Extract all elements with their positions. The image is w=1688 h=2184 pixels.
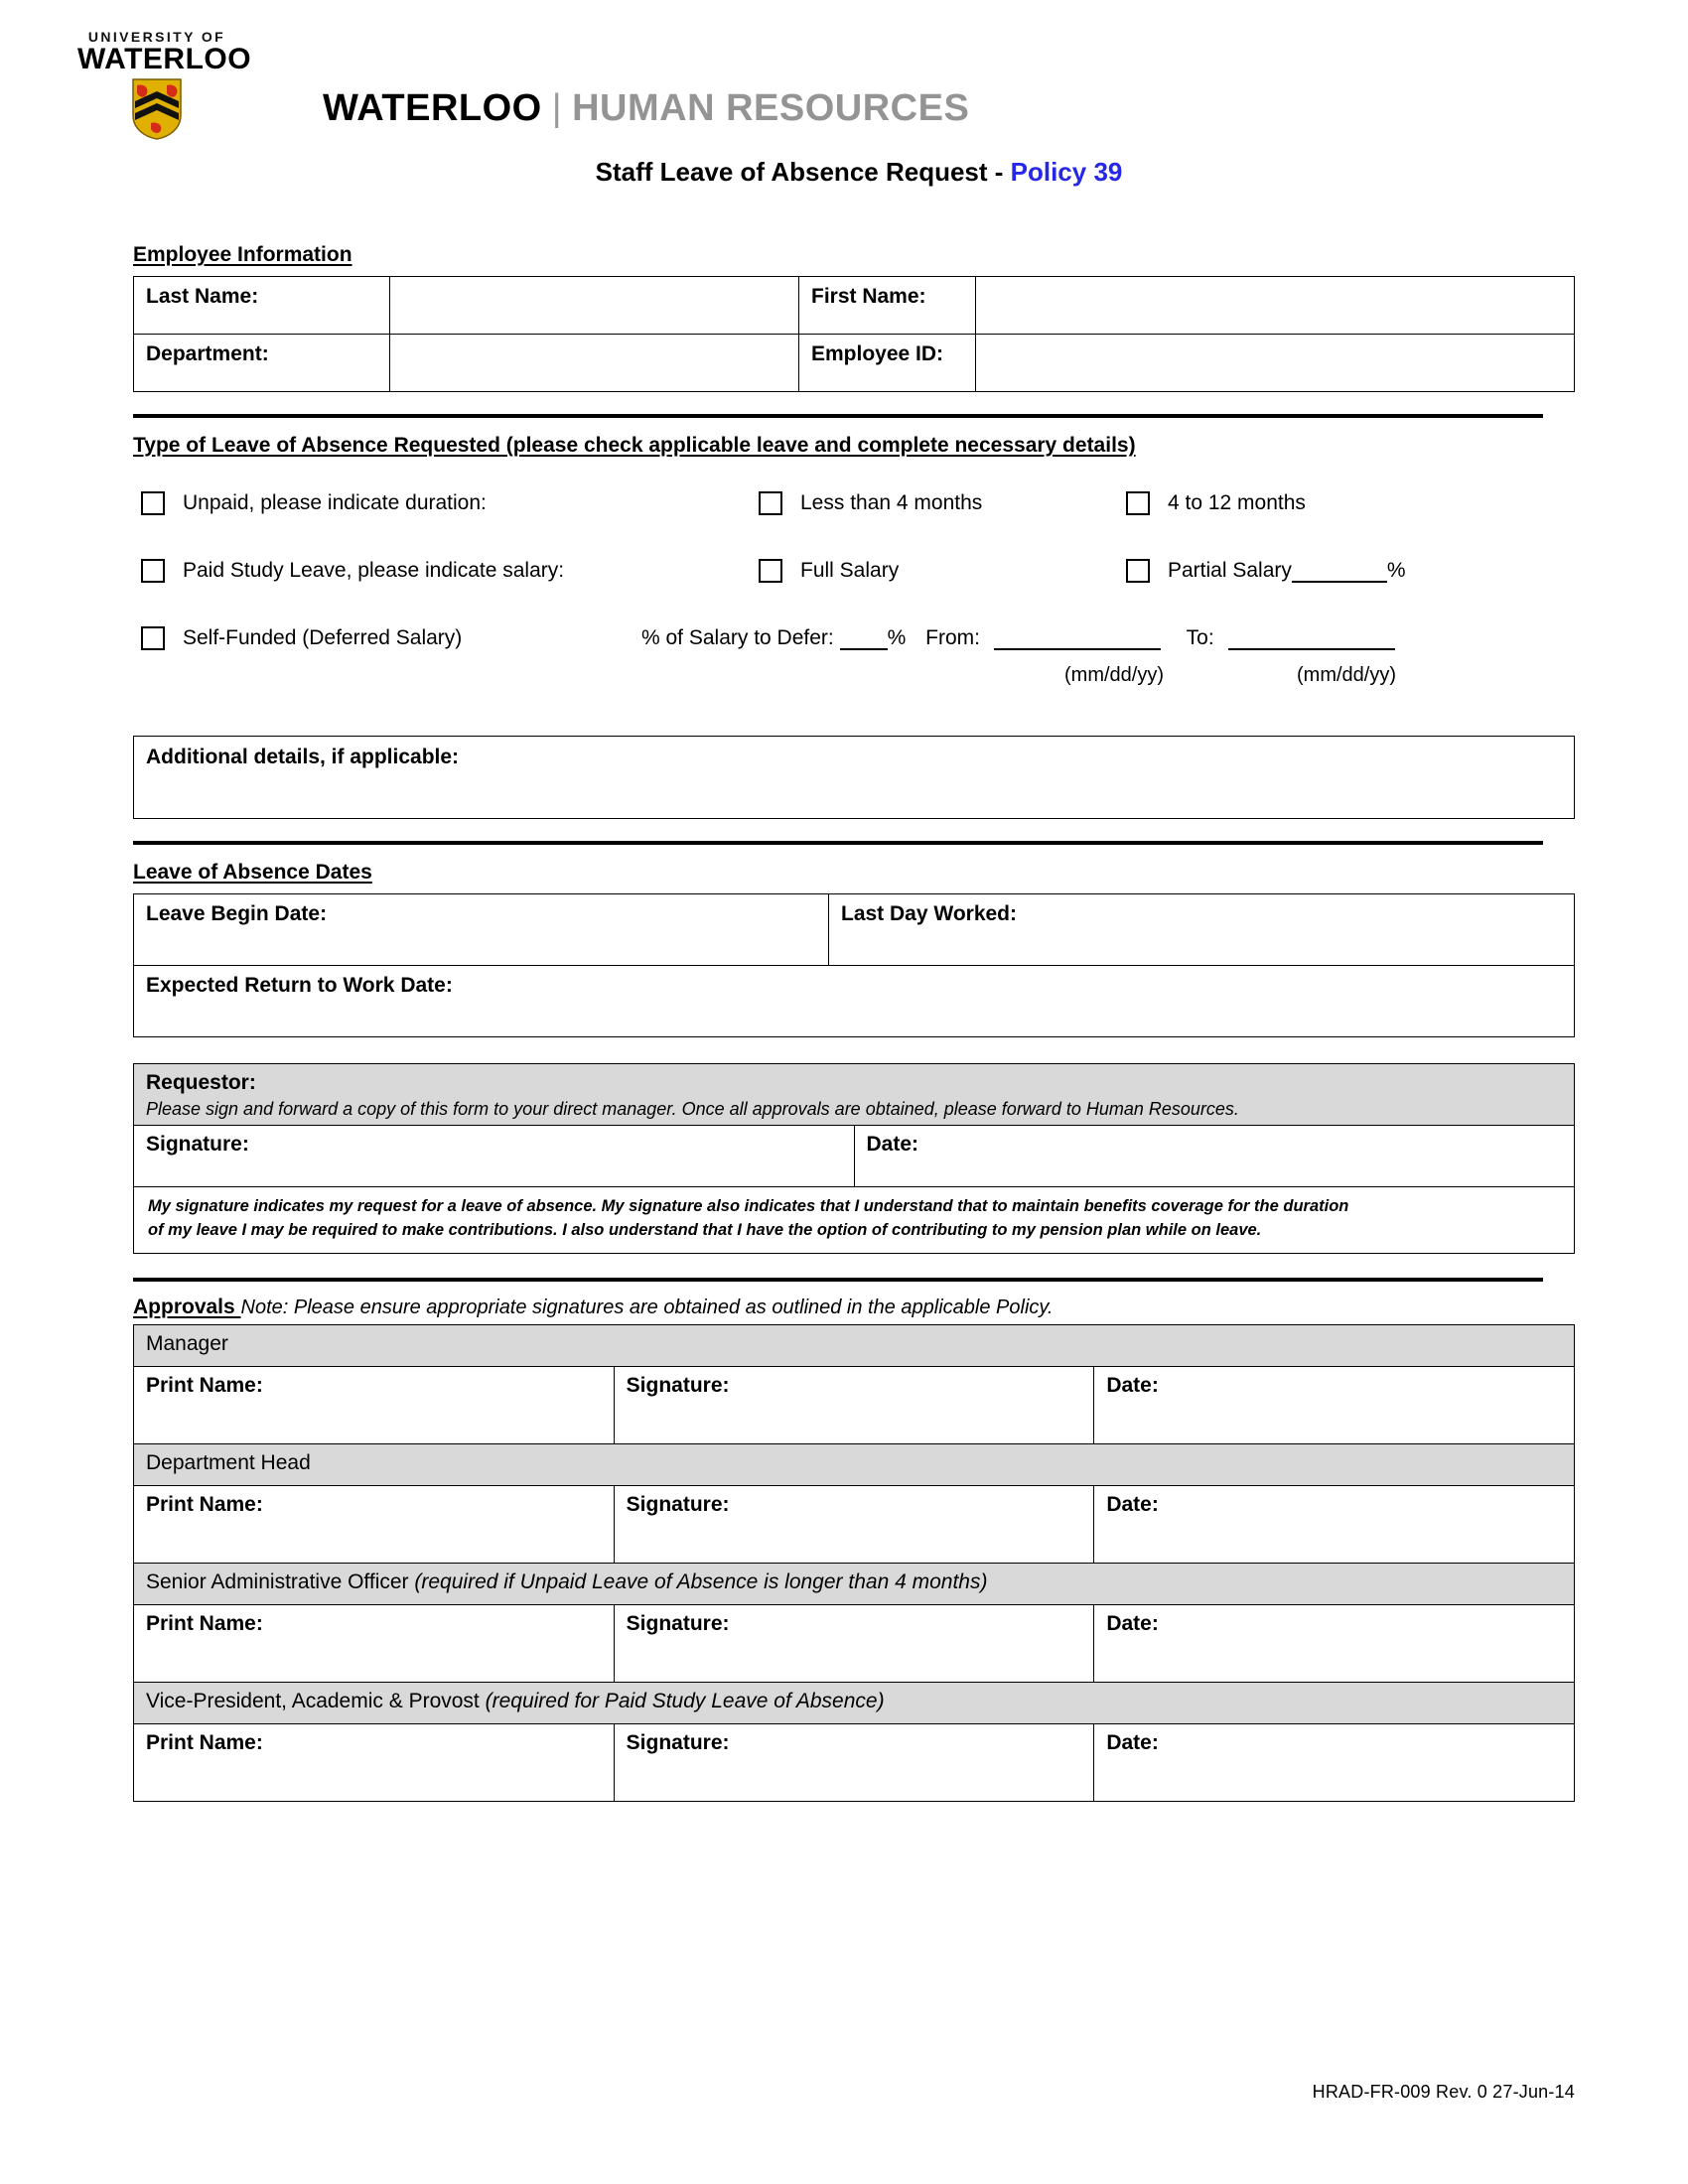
- hr-wordmark: [323, 87, 969, 130]
- table-row: [134, 1724, 1575, 1802]
- checkbox-group-self-funded[interactable]: [141, 626, 462, 650]
- table-row: [134, 1367, 1575, 1444]
- university-logo: [77, 29, 252, 141]
- vp-print-name-label: Print Name:: [146, 1731, 263, 1754]
- table-row: [134, 277, 1575, 335]
- requestor-legal-line-1: My signature indicates my request for a leave of absence. My signature also indicates that I understand that to maintain benefits coverage for the duration: [148, 1197, 1349, 1216]
- sao-date-label: Date:: [1106, 1612, 1159, 1635]
- manager-signature-cell[interactable]: [614, 1367, 1094, 1444]
- manager-date-label: Date:: [1106, 1374, 1159, 1397]
- logo-university-text: UNIVERSITY OF: [87, 29, 226, 45]
- first-name-label: First Name:: [799, 277, 976, 335]
- defer-percent-input[interactable]: [840, 648, 888, 650]
- last-name-input[interactable]: [390, 277, 799, 335]
- employee-id-input[interactable]: [976, 335, 1575, 392]
- hr-wordmark-divider: |: [551, 87, 563, 129]
- vp-date-cell[interactable]: [1094, 1724, 1575, 1802]
- page-title: [0, 157, 1688, 188]
- table-row: [134, 1126, 1575, 1187]
- approval-role-senior-administrative-officer: Senior Administrative Officer: [146, 1570, 415, 1593]
- sao-print-name-label: Print Name:: [146, 1612, 263, 1635]
- approval-qualifier-senior-administrative-officer: (required if Unpaid Leave of Absence is longer than 4 months): [414, 1570, 988, 1593]
- approvals-note: Note: Please ensure appropriate signatures are obtained as outlined in the applicable Policy.: [240, 1297, 1054, 1318]
- requestor-title: Requestor:: [146, 1071, 256, 1094]
- department-head-signature-label: Signature:: [626, 1493, 730, 1516]
- defer-percent-group: [641, 626, 1395, 650]
- requestor-date-cell[interactable]: [854, 1126, 1575, 1187]
- table-row: [134, 1564, 1575, 1605]
- vp-signature-label: Signature:: [626, 1731, 730, 1754]
- approvals-heading-label: Approvals: [133, 1296, 241, 1318]
- checkbox-group-4-to-12-months[interactable]: [1126, 491, 1306, 515]
- table-row: [134, 1486, 1575, 1564]
- checkbox-full-salary-icon[interactable]: [759, 559, 782, 583]
- last-day-worked-cell[interactable]: [829, 894, 1575, 966]
- leave-type-row-self-funded: [133, 626, 1575, 718]
- approval-block-header-department-head: [134, 1444, 1575, 1486]
- table-row: [134, 966, 1575, 1037]
- section-heading-employee-information: Employee Information: [133, 243, 352, 266]
- approvals-table: [133, 1324, 1575, 1802]
- page-title-main: Staff Leave of Absence Request -: [595, 157, 1011, 187]
- sao-signature-cell[interactable]: [614, 1605, 1094, 1683]
- hr-wordmark-primary: WATERLOO: [323, 87, 542, 129]
- requestor-signature-label: Signature:: [146, 1133, 249, 1157]
- department-label: Department:: [134, 335, 390, 392]
- checkbox-paid-study-leave-icon[interactable]: [141, 559, 165, 583]
- requestor-table: [133, 1063, 1575, 1254]
- requestor-signature-cell[interactable]: [134, 1126, 855, 1187]
- manager-print-name-label: Print Name:: [146, 1374, 263, 1397]
- department-head-date-cell[interactable]: [1094, 1486, 1575, 1564]
- checkbox-less-than-4-months-label: Less than 4 months: [800, 491, 983, 515]
- checkbox-group-less-than-4-months[interactable]: [759, 491, 982, 515]
- additional-details-box[interactable]: [133, 736, 1575, 819]
- requestor-instruction: Please sign and forward a copy of this form to your direct manager. Once all approvals are obtained, please forward to Human Resources.: [146, 1098, 1239, 1119]
- department-head-date-label: Date:: [1106, 1493, 1159, 1516]
- table-row: [134, 335, 1575, 392]
- requestor-header-cell: [134, 1064, 1575, 1126]
- hr-wordmark-secondary: HUMAN RESOURCES: [572, 87, 970, 129]
- leave-begin-date-cell[interactable]: [134, 894, 829, 966]
- section-divider: [133, 414, 1543, 418]
- first-name-input[interactable]: [976, 277, 1575, 335]
- employee-id-label: Employee ID:: [799, 335, 976, 392]
- from-label: From:: [925, 626, 980, 649]
- document-footer-code: HRAD-FR-009 Rev. 0 27-Jun-14: [1312, 2082, 1575, 2102]
- vp-print-name-cell[interactable]: [134, 1724, 615, 1802]
- employee-information-table: [133, 276, 1575, 392]
- additional-details-label: Additional details, if applicable:: [146, 746, 460, 768]
- page-header: [0, 0, 1688, 187]
- sao-print-name-cell[interactable]: [134, 1605, 615, 1683]
- table-row: [134, 1605, 1575, 1683]
- checkbox-unpaid-label: Unpaid, please indicate duration:: [183, 491, 487, 515]
- checkbox-group-unpaid[interactable]: [141, 491, 487, 515]
- table-row: [134, 1064, 1575, 1126]
- section-divider: [133, 1278, 1543, 1282]
- checkbox-paid-study-leave-label: Paid Study Leave, please indicate salary:: [183, 559, 565, 583]
- section-heading-approvals: [133, 1296, 1575, 1319]
- form-body: [133, 243, 1575, 1802]
- policy-link[interactable]: Policy 39: [1010, 157, 1123, 187]
- sao-date-cell[interactable]: [1094, 1605, 1575, 1683]
- to-date-format-hint: (mm/dd/yy): [1297, 664, 1396, 686]
- partial-salary-percent-suffix: %: [1386, 559, 1406, 582]
- checkbox-group-paid-study-leave[interactable]: [141, 559, 564, 583]
- last-name-label: Last Name:: [134, 277, 390, 335]
- defer-percent-label: % of Salary to Defer:: [641, 626, 834, 649]
- from-date-format-hint: (mm/dd/yy): [1064, 664, 1164, 686]
- approval-role-vice-president: Vice-President, Academic & Provost: [146, 1690, 486, 1712]
- expected-return-date-label: Expected Return to Work Date:: [146, 974, 453, 997]
- table-row: [134, 1683, 1575, 1724]
- manager-signature-label: Signature:: [626, 1374, 730, 1397]
- checkbox-full-salary-label: Full Salary: [800, 559, 900, 583]
- requestor-legal-line-2: of my leave I may be required to make contributions. I also understand that I have the option of contributing to my pension plan while on leave.: [148, 1221, 1262, 1240]
- partial-salary-percent-input[interactable]: [1292, 581, 1387, 583]
- approval-block-header-manager: [134, 1325, 1575, 1367]
- leave-dates-table: [133, 893, 1575, 1037]
- checkbox-less-than-4-months-icon[interactable]: [759, 491, 782, 515]
- checkbox-self-funded-label: Self-Funded (Deferred Salary): [183, 626, 463, 650]
- requestor-date-label: Date:: [866, 1133, 919, 1157]
- department-head-print-name-label: Print Name:: [146, 1493, 263, 1516]
- sao-signature-label: Signature:: [626, 1612, 730, 1635]
- defer-percent-suffix: %: [887, 626, 907, 649]
- approval-block-header-vice-president: [134, 1683, 1575, 1724]
- section-heading-leave-type: Type of Leave of Absence Requested (please check applicable leave and complete necessary details): [133, 434, 1136, 457]
- from-date-input[interactable]: [994, 648, 1161, 650]
- checkbox-partial-salary-label: Partial Salary: [1168, 559, 1292, 583]
- section-divider: [133, 841, 1543, 845]
- checkbox-self-funded-icon[interactable]: [141, 626, 165, 650]
- checkbox-group-partial-salary[interactable]: [1126, 559, 1406, 583]
- leave-type-row-paid-study: [133, 559, 1575, 626]
- approval-role-manager: Manager: [146, 1332, 228, 1355]
- manager-date-cell[interactable]: [1094, 1367, 1575, 1444]
- leave-begin-date-label: Leave Begin Date:: [146, 902, 328, 925]
- department-head-signature-cell[interactable]: [614, 1486, 1094, 1564]
- checkbox-4-to-12-months-label: 4 to 12 months: [1168, 491, 1306, 515]
- approval-role-department-head: Department Head: [146, 1451, 311, 1474]
- department-head-print-name-cell[interactable]: [134, 1486, 615, 1564]
- table-row: [134, 1187, 1575, 1254]
- checkbox-4-to-12-months-icon[interactable]: [1126, 491, 1150, 515]
- vp-date-label: Date:: [1106, 1731, 1159, 1754]
- checkbox-partial-salary-icon[interactable]: [1126, 559, 1150, 583]
- to-label: To:: [1186, 626, 1214, 649]
- requestor-legal-text: [134, 1187, 1575, 1254]
- approval-block-header-senior-administrative-officer: [134, 1564, 1575, 1605]
- vp-signature-cell[interactable]: [614, 1724, 1094, 1802]
- waterloo-crest-icon: [131, 77, 183, 141]
- logo-waterloo-text: WATERLOO: [77, 43, 252, 75]
- manager-print-name-cell[interactable]: [134, 1367, 615, 1444]
- table-row: [134, 1325, 1575, 1367]
- section-heading-leave-dates: Leave of Absence Dates: [133, 861, 372, 884]
- checkbox-unpaid-icon[interactable]: [141, 491, 165, 515]
- table-row: [134, 894, 1575, 966]
- last-day-worked-label: Last Day Worked:: [841, 902, 1017, 925]
- checkbox-group-full-salary[interactable]: [759, 559, 899, 583]
- approval-qualifier-vice-president: (required for Paid Study Leave of Absence): [485, 1690, 885, 1712]
- to-date-input[interactable]: [1228, 648, 1395, 650]
- department-input[interactable]: [390, 335, 799, 392]
- expected-return-date-cell[interactable]: [134, 966, 1575, 1037]
- leave-type-row-unpaid: [133, 491, 1575, 559]
- table-row: [134, 1444, 1575, 1486]
